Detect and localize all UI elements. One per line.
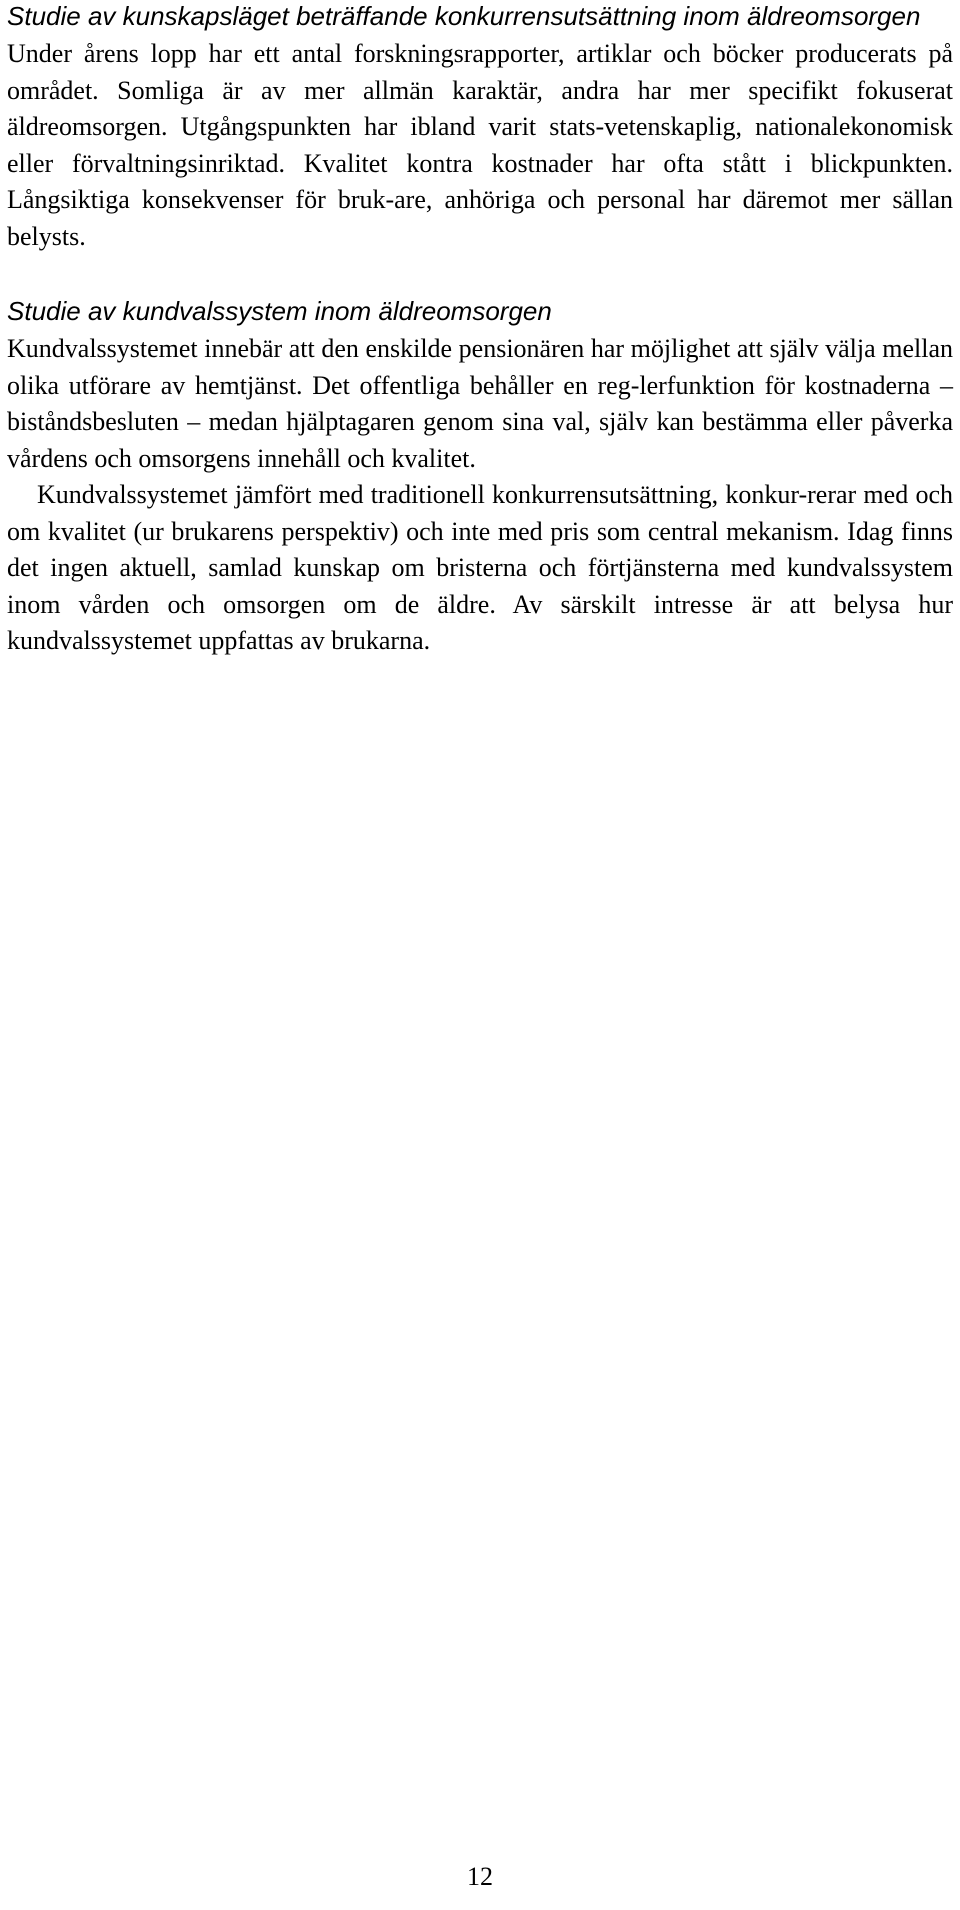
page-content	[7, 0, 953, 660]
paragraph: Kundvalssystemet innebär att den enskilde pensionären har möjlighet att själv välja mellan olika utförare av hemtjänst. Det offentliga behåller en reg-lerfunktion för kostnaderna – biståndsbesluten – medan hjälptagaren genom sina val, själv kan bestämma eller påverka vårdens och omsorgens innehåll och kvalitet.	[7, 334, 953, 473]
paragraph: Kundvalssystemet jämfört med traditionell konkurrensutsättning, konkur-rerar med och om kvalitet (ur brukarens perspektiv) och inte med pris som central mekanism. Idag finns det ingen aktuell, samlad kunskap om bristerna och förtjänsterna med kundvalssystem inom vården och omsorgen om de äldre. Av särskilt intresse är att belysa hur kundvalssystemet uppfattas av brukarna.	[7, 480, 953, 655]
section-customer-choice-study	[7, 295, 953, 660]
section-knowledge-study	[7, 0, 953, 255]
paragraph: Under årens lopp har ett antal forskningsrapporter, artiklar och böcker producerats på området. Somliga är av mer allmän karaktär, andra har mer specifikt fokuserat äldreomsorgen. Utgångspunkten har ibland varit stats-vetenskaplig, nationalekonomisk eller förvaltningsinriktad. Kvalitet kontra kostnader har ofta stått i blickpunkten. Långsiktiga konsekvenser för bruk-are, anhöriga och personal har däremot mer sällan belysts.	[7, 39, 953, 251]
page-number: 12	[467, 1862, 493, 1891]
section-heading: Studie av kunskapsläget beträffande konkurrensutsättning inom äldreomsorgen	[7, 1, 921, 31]
section-heading: Studie av kundvalssystem inom äldreomsorgen	[7, 296, 552, 326]
